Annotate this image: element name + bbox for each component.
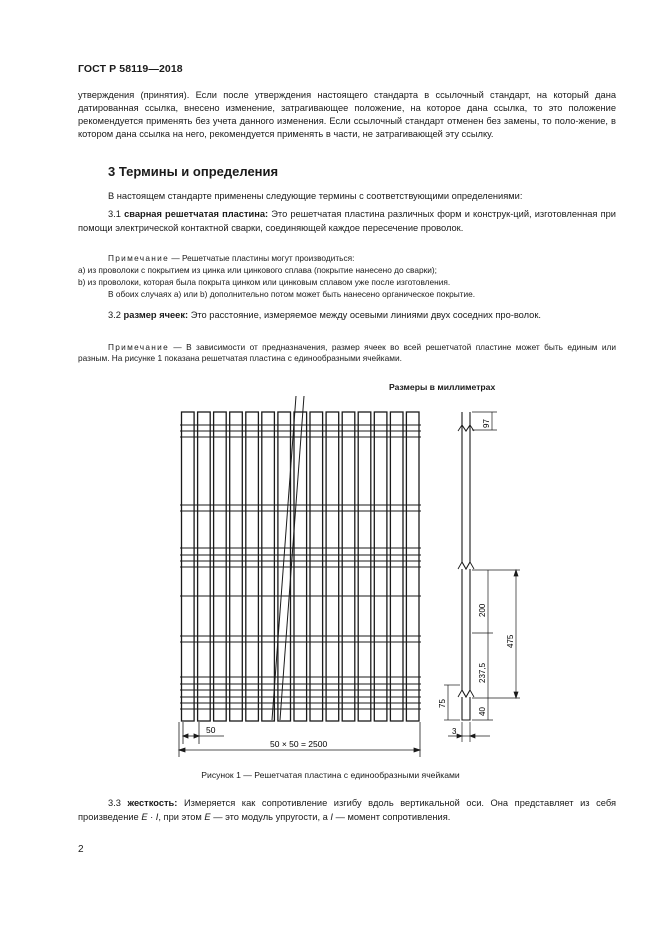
dimension-40-label: 40 [478,707,487,716]
note-label: Примечание [108,253,170,263]
dimension-75-label: 75 [438,699,447,708]
mesh-panel [180,396,421,721]
term-text: — это модуль упругости, а [213,811,328,822]
term-name: сварная решетчатая пластина: [124,209,269,219]
page-number: 2 [78,844,84,855]
note-1-item-b: b) из проволоки, которая была покрыта цинком или цинковым сплавом уже после изготовления. [78,277,451,287]
variable-i: I [330,811,333,822]
term-text: , при этом [158,811,202,822]
note-1-item-a: а) из проволоки с покрытием из цинка или цинкового сплава (покрытие нанесено до сварки); [78,265,437,275]
document-header: ГОСТ Р 58119—2018 [78,63,183,75]
side-profile [458,412,474,720]
note-text: — Решетчатые пластины могут производиться: [171,253,355,263]
variable-i: I [155,811,159,822]
vertical-wire [358,412,371,721]
vertical-wire [278,412,291,721]
vertical-wire [198,412,211,721]
vertical-wire [374,412,387,721]
term-text: — момент сопротивления. [335,811,451,822]
vertical-wire [230,412,243,721]
vertical-wire [342,412,355,721]
variable-e: E [141,811,148,822]
term-number: 3.3 [108,798,121,808]
section-title: 3 Термины и определения [108,164,279,179]
vertical-wire [294,412,307,721]
dimension-total-label: 50 × 50 = 2500 [270,739,328,749]
note-text: — В зависимости от предназначения, размер ячеек во всей решетчатой пластине может быть единым или разным. На рисунке 1 показана решетчатая пластина с единообразными ячейками. [78,342,616,364]
dimension-237-label: 237,5 [478,662,487,683]
vertical-wire [262,412,275,721]
term-3-3 [78,797,616,824]
figure-caption: Рисунок 1 — Решетчатая пластина с единообразными ячейками [201,770,460,780]
term-text: Измеряется как сопротивление изгибу вдоль вертикальной оси. Она представляет из себя произведение [78,798,616,822]
profile-dimensions [444,412,520,742]
term-number: 3.1 [108,209,121,219]
dimension-mesh-label: 50 [206,725,216,735]
intro-paragraph: утверждения (принятия). Если после утверждения настоящего стандарта в ссылочный стандарт, на который дана датированная ссылка, внесено изменение, затрагивающее положение, на которое дана ссылка, то это положение рекомендуется применять без учета данного изменения. Если ссылочный стандарт отменен без замены, то поло-жение, в котором дана ссылка на него, рекомендуется применять в части, не затрагивающей эту ссылку. [78,90,616,139]
vertical-wire [390,412,403,721]
note-1-item-c: В обоих случаях а) или b) дополнительно потом может быть нанесено органическое покрытие. [108,289,476,299]
variable-e: E [204,811,211,822]
dimension-mesh [183,722,224,744]
multiply-sign: · [147,811,156,822]
term-definition: Это расстояние, измеряемое между осевыми линиями двух соседних про-волок. [190,310,541,320]
dimension-200-label: 200 [478,603,487,617]
vertical-wire [182,412,195,721]
dimension-475-label: 475 [506,634,515,648]
dimension-97-label: 97 [482,419,491,428]
vertical-wire [246,412,259,721]
vertical-wire [326,412,339,721]
term-definition: Это решетчатая пластина различных форм и конструк-ций, изготовленная при помощи электрической контактной сварки, соединяющей каждое пересечение проволок. [78,209,616,233]
term-number: 3.2 [108,310,121,320]
term-name: жесткость: [127,798,178,808]
vertical-wire [214,412,227,721]
note-label: Примечание [108,342,170,352]
terms-intro: В настоящем стандарте применены следующие термины с соответствующими определениями: [108,191,523,201]
vertical-wire [310,412,323,721]
figure-units-note: Размеры в миллиметрах [389,382,496,392]
vertical-wire [406,412,419,721]
dimension-3-label: 3 [452,727,457,736]
term-name: размер ячеек: [123,310,189,320]
